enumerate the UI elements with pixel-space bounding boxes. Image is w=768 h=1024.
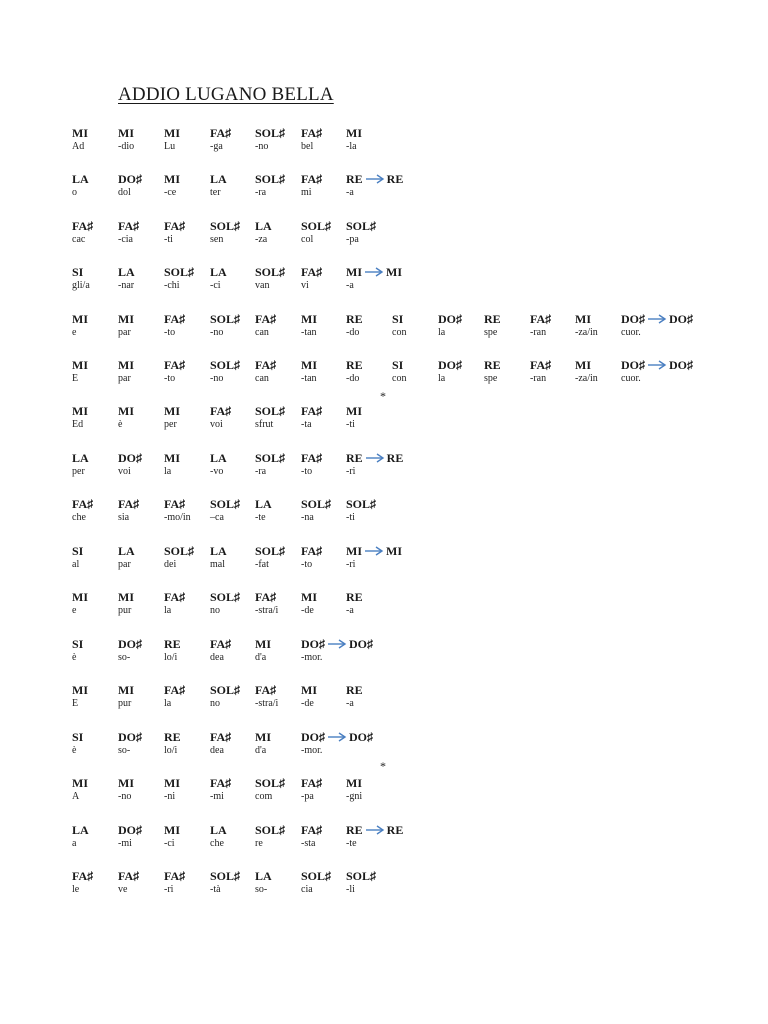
note-name: MI [164,823,180,837]
note-name: LA [255,497,272,511]
note-name: SOL♯ [210,590,241,604]
lyric-syllable: mal [210,559,225,570]
lyric-syllable: -tan [301,373,317,384]
note-name: RE [164,637,181,651]
lyric-syllable: -cia [118,234,133,245]
note-name: FA♯ [301,126,323,140]
note-name: MI [164,451,180,465]
note-name: MI MI [346,265,402,279]
note-name: SI [392,312,404,326]
lyric-syllable: -te [346,838,357,849]
lyric-syllable: -ci [210,280,221,291]
note-name: FA♯ [301,172,323,186]
lyric-syllable: no [210,605,220,616]
note-name: FA♯ [118,869,140,883]
music-row [0,312,768,348]
lyric-syllable: A [72,791,80,802]
note-name: FA♯ [301,265,323,279]
lyric-syllable: spe [484,327,498,338]
lyric-syllable: -nar [118,280,135,291]
note-name: MI [301,590,317,604]
note-name: LA [255,219,272,233]
note-name: RE RE [346,451,404,465]
lyric-syllable: voi [210,419,223,430]
note-name: DO♯ [438,312,462,326]
note-name: LA [210,172,227,186]
lyric-syllable: -za/in [575,373,598,384]
note-name: MI [301,312,317,326]
lyric-syllable: -ni [164,791,176,802]
lyric-syllable: sen [210,234,224,245]
lyric-syllable: par [118,373,131,384]
note-name: FA♯ [72,869,94,883]
note-name: MI [118,683,134,697]
note-name: SOL♯ [210,497,241,511]
note-name: FA♯ [164,497,186,511]
note-name: MI MI [346,544,402,558]
music-row [0,776,768,812]
lyric-syllable: che [72,512,86,523]
note-name: SOL♯ [210,869,241,883]
lyric-syllable: gli/a [72,280,90,291]
note-name: MI [301,358,317,372]
music-row [0,823,768,859]
note-name: SOL♯ [210,358,241,372]
lyric-syllable: -no [255,141,269,152]
note-name: DO♯ DO♯ [621,312,693,326]
lyric-syllable: Ad [72,141,85,152]
lyric-syllable: -mo/in [164,512,191,523]
note-name: FA♯ [301,823,323,837]
note-name: SOL♯ [346,219,377,233]
music-row [0,590,768,626]
music-row [0,497,768,533]
arrow-right-icon [327,731,347,745]
note-name: FA♯ [210,404,232,418]
music-row [0,637,768,673]
note-name: MI [118,126,134,140]
note-name: FA♯ [210,126,232,140]
note-name: LA [118,544,135,558]
note-name: RE [346,358,363,372]
lyric-syllable: no [210,698,220,709]
note-name: SI [72,730,84,744]
lyric-syllable: can [255,373,269,384]
music-row [0,544,768,580]
lyric-syllable: dei [164,559,177,570]
note-name: RE [164,730,181,744]
lyric-syllable: -stra/i [255,605,279,616]
lyric-syllable: a [72,838,77,849]
lyric-syllable: -a [346,605,354,616]
note-name: DO♯ [118,637,142,651]
lyric-syllable: -na [301,512,314,523]
lyric-syllable: con [392,373,407,384]
lyric-syllable: -ti [346,512,355,523]
note-name: FA♯ [164,683,186,697]
lyric-syllable: la [438,327,446,338]
lyric-syllable: ve [118,884,128,895]
lyric-syllable: -mi [118,838,132,849]
note-name: SOL♯ [210,683,241,697]
lyric-syllable: -to [164,373,176,384]
note-name: DO♯ [438,358,462,372]
lyric-syllable: -tan [301,327,317,338]
footnote-star: * [380,389,386,403]
lyric-syllable: -ti [346,419,355,430]
note-name: MI [118,312,134,326]
lyric-syllable: com [255,791,273,802]
lyric-syllable: -pa [301,791,314,802]
note-name: FA♯ [301,544,323,558]
note-name: RE [346,590,363,604]
lyric-syllable: cuor. [621,373,641,384]
note-name: FA♯ [210,730,232,744]
footnote-star: * [380,759,386,773]
music-row [0,219,768,255]
note-name: SI [72,265,84,279]
note-name: FA♯ [72,497,94,511]
note-name: MI [72,404,88,418]
lyric-syllable: -ci [164,838,175,849]
note-name: MI [164,404,180,418]
note-name: SI [392,358,404,372]
note-name: SOL♯ [301,497,332,511]
note-name: RE [484,312,501,326]
note-name: FA♯ [164,358,186,372]
note-name: SOL♯ [301,219,332,233]
lyric-syllable: lo/i [164,745,178,756]
note-name: SOL♯ [255,823,286,837]
note-name: LA [255,869,272,883]
lyric-syllable: -mor. [301,652,323,663]
lyric-syllable: par [118,327,131,338]
lyric-syllable: -te [255,512,266,523]
lyric-syllable: -vo [210,466,224,477]
note-name: FA♯ [164,312,186,326]
note-name: MI [72,776,88,790]
lyric-syllable: -ra [255,466,267,477]
lyric-syllable: so- [118,745,131,756]
arrow-right-icon [364,545,384,559]
music-row [0,265,768,301]
lyric-syllable: E [72,373,79,384]
note-name: SI [72,544,84,558]
lyric-syllable: -ti [164,234,173,245]
lyric-syllable: -ri [164,884,174,895]
note-name: SOL♯ [255,265,286,279]
note-name: FA♯ [210,637,232,651]
note-name: LA [72,823,89,837]
lyric-syllable: o [72,187,77,198]
note-name: LA [210,265,227,279]
note-name: MI [118,590,134,604]
lyric-syllable: -la [346,141,357,152]
arrow-right-icon [365,173,385,187]
lyric-syllable: vi [301,280,309,291]
lyric-syllable: so- [255,884,268,895]
note-name: RE [484,358,501,372]
lyric-syllable: -de [301,698,314,709]
note-name: FA♯ [118,219,140,233]
lyric-syllable: d'a [255,745,267,756]
lyric-syllable: voi [118,466,131,477]
note-name: FA♯ [210,776,232,790]
lyric-syllable: -mor. [301,745,323,756]
lyric-syllable: d'a [255,652,267,663]
note-name: MI [118,776,134,790]
note-name: SOL♯ [210,219,241,233]
lyric-syllable: dea [210,745,224,756]
lyric-syllable: dea [210,652,224,663]
note-name: FA♯ [164,869,186,883]
note-name: MI [72,683,88,697]
note-name: FA♯ [72,219,94,233]
lyric-syllable: E [72,698,79,709]
arrow-right-icon [327,638,347,652]
lyric-syllable: dol [118,187,131,198]
lyric-syllable: -ri [346,559,356,570]
lyric-syllable: so- [118,652,131,663]
lyric-syllable: la [438,373,446,384]
lyric-syllable: la [164,698,172,709]
lyric-syllable: -ra [255,187,267,198]
note-name: MI [164,126,180,140]
lyric-syllable: par [118,559,131,570]
lyric-syllable: -no [118,791,132,802]
note-name: SOL♯ [255,172,286,186]
arrow-right-icon [364,266,384,280]
lyric-syllable: -sta [301,838,316,849]
lyric-syllable: bel [301,141,314,152]
note-name: LA [72,451,89,465]
note-name: SOL♯ [301,869,332,883]
lyric-syllable: –ca [210,512,224,523]
lyric-syllable: -a [346,698,354,709]
note-name: MI [118,404,134,418]
note-name: DO♯ [118,451,142,465]
note-name: RE RE [346,172,404,186]
arrow-right-icon [365,452,385,466]
note-name: MI [575,312,591,326]
lyric-syllable: can [255,327,269,338]
lyric-syllable: -ga [210,141,223,152]
note-name: SOL♯ [255,404,286,418]
note-name: FA♯ [255,683,277,697]
note-name: MI [164,172,180,186]
lyric-syllable: -za [255,234,268,245]
lyric-syllable: le [72,884,80,895]
note-name: LA [210,544,227,558]
arrow-right-icon [647,313,667,327]
note-name: SOL♯ [346,497,377,511]
lyric-syllable: è [72,652,77,663]
note-name: FA♯ [255,312,277,326]
lyric-syllable: -a [346,280,354,291]
lyric-syllable: lo/i [164,652,178,663]
lyric-syllable: -fat [255,559,269,570]
note-name: MI [346,776,362,790]
lyric-syllable: -to [164,327,176,338]
lyric-syllable: -do [346,373,360,384]
note-name: LA [210,823,227,837]
lyric-syllable: ter [210,187,221,198]
lyric-syllable: re [255,838,263,849]
note-name: MI [72,590,88,604]
lyric-syllable: -de [301,605,314,616]
lyric-syllable: -za/in [575,327,598,338]
note-name: DO♯ DO♯ [301,637,373,651]
lyric-syllable: è [72,745,77,756]
lyric-syllable: -dio [118,141,135,152]
lyric-syllable: -mi [210,791,224,802]
lyric-syllable: la [164,466,172,477]
lyric-syllable: -do [346,327,360,338]
note-name: SOL♯ [346,869,377,883]
lyric-syllable: -ri [346,466,356,477]
note-name: FA♯ [255,358,277,372]
lyric-syllable: -chi [164,280,180,291]
note-name: SOL♯ [255,776,286,790]
lyric-syllable: -ta [301,419,312,430]
lyric-syllable: pur [118,698,132,709]
note-name: SOL♯ [255,126,286,140]
lyric-syllable: sfrut [255,419,274,430]
lyric-syllable: pur [118,605,132,616]
arrow-right-icon [647,359,667,373]
lyric-syllable: van [255,280,270,291]
lyric-syllable: -a [346,187,354,198]
note-name: MI [301,683,317,697]
lyric-syllable: e [72,327,77,338]
lyric-syllable: è [118,419,123,430]
lyric-syllable: che [210,838,224,849]
note-name: LA [210,451,227,465]
note-name: RE [346,683,363,697]
lyric-syllable: per [164,419,177,430]
note-name: MI [346,126,362,140]
lyric-syllable: -to [301,466,313,477]
note-name: FA♯ [255,590,277,604]
lyric-syllable: -no [210,327,224,338]
lyric-syllable: -stra/i [255,698,279,709]
note-name: MI [255,637,271,651]
lyric-syllable: -to [301,559,313,570]
note-name: FA♯ [301,451,323,465]
lyric-syllable: al [72,559,80,570]
lyric-syllable: -pa [346,234,359,245]
lyric-syllable: Ed [72,419,84,430]
note-name: SOL♯ [255,451,286,465]
song-title: ADDIO LUGANO BELLA [118,84,334,105]
note-name: MI [575,358,591,372]
note-name: LA [118,265,135,279]
note-name: MI [72,312,88,326]
note-name: FA♯ [164,219,186,233]
arrow-right-icon [365,824,385,838]
music-row [0,451,768,487]
note-name: MI [255,730,271,744]
lyric-syllable: col [301,234,314,245]
note-name: SOL♯ [210,312,241,326]
lyric-syllable: -ce [164,187,177,198]
music-row [0,683,768,719]
lyric-syllable: -tà [210,884,221,895]
lyric-syllable: -ran [530,373,547,384]
note-name: RE RE [346,823,404,837]
note-name: FA♯ [530,358,552,372]
lyric-syllable: -li [346,884,355,895]
lyric-syllable: -gni [346,791,363,802]
lyric-syllable: la [164,605,172,616]
lyric-syllable: cia [301,884,313,895]
note-name: MI [164,776,180,790]
note-name: SOL♯ [255,544,286,558]
note-name: DO♯ [118,823,142,837]
lyric-syllable: con [392,327,407,338]
lyric-syllable: cac [72,234,86,245]
note-name: MI [346,404,362,418]
note-name: DO♯ DO♯ [301,730,373,744]
note-name: LA [72,172,89,186]
music-row [0,126,768,162]
music-row [0,869,768,905]
note-name: FA♯ [530,312,552,326]
note-name: RE [346,312,363,326]
note-name: DO♯ [118,730,142,744]
lyric-syllable: mi [301,187,312,198]
lyric-syllable: e [72,605,77,616]
lyric-syllable: cuor. [621,327,641,338]
note-name: SOL♯ [164,544,195,558]
note-name: MI [72,126,88,140]
lyric-syllable: -no [210,373,224,384]
note-name: SI [72,637,84,651]
note-name: MI [118,358,134,372]
music-row [0,172,768,208]
note-name: FA♯ [164,590,186,604]
music-row [0,404,768,440]
note-name: FA♯ [301,404,323,418]
note-name: DO♯ DO♯ [621,358,693,372]
note-name: MI [72,358,88,372]
lyric-syllable: spe [484,373,498,384]
note-name: FA♯ [301,776,323,790]
note-name: FA♯ [118,497,140,511]
lyric-syllable: Lu [164,141,176,152]
lyric-syllable: per [72,466,85,477]
note-name: DO♯ [118,172,142,186]
note-name: SOL♯ [164,265,195,279]
lyric-syllable: sia [118,512,130,523]
lyric-syllable: -ran [530,327,547,338]
